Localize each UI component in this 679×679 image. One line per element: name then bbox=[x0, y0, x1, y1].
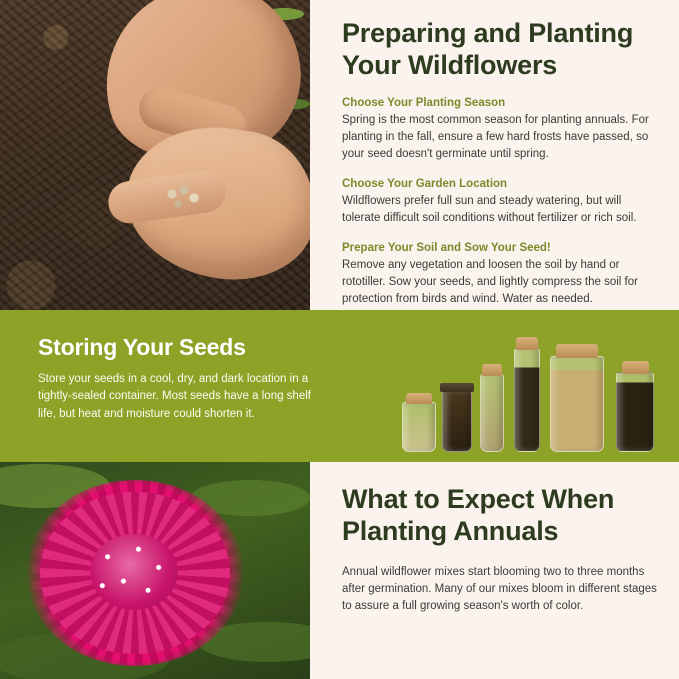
section1-subtitle-2: Choose Your Garden Location bbox=[342, 177, 508, 190]
section1-title: Preparing and Planting Your Wildflowers bbox=[342, 18, 634, 80]
planting-seeds-photo bbox=[0, 0, 310, 310]
flower-stamens bbox=[90, 534, 178, 610]
section2-text-panel bbox=[0, 310, 340, 462]
seed-tube-3 bbox=[480, 374, 504, 452]
seed-jars-photo bbox=[340, 310, 679, 462]
jar-cork-5 bbox=[556, 344, 598, 358]
jar-cork-1 bbox=[406, 393, 432, 404]
section1-body-1: Spring is the most common season for planting annuals. For planting in the fall, ensure a few hard frosts have passed, so your seed doesn't germinate until spring. bbox=[342, 113, 649, 160]
section1-body-3: Remove any vegetation and loosen the soil by hand or rototiller. Sow your seeds, and lightly compress the soil for protection from birds and wind. Water as needed. bbox=[342, 258, 638, 305]
flower-bloom bbox=[26, 480, 244, 666]
section3-text-panel bbox=[310, 462, 679, 679]
section2-title: Storing Your Seeds bbox=[38, 334, 246, 360]
seed-tube-4 bbox=[514, 348, 540, 452]
section-what-to-expect bbox=[0, 462, 679, 679]
jar-cork-4 bbox=[516, 337, 538, 350]
jar-cork-3 bbox=[482, 364, 502, 376]
section3-body: Annual wildflower mixes start blooming two to three months after germination. Many of our mixes bloom in different stages to assure a full growing season's worth of color. bbox=[342, 565, 657, 613]
section3-title: What to Expect When Planting Annuals bbox=[342, 484, 615, 546]
section1-subtitle-1: Choose Your Planting Season bbox=[342, 96, 506, 109]
section-storing-your-seeds bbox=[0, 310, 679, 462]
seeds-in-hand bbox=[166, 186, 208, 212]
section2-body: Store your seeds in a cool, dry, and dark location in a tightly-sealed container. Most seeds have a long shelf life, but heat and moisture could shorten it. bbox=[38, 373, 311, 420]
seed-jar-6 bbox=[616, 372, 654, 452]
seed-jar-2 bbox=[442, 390, 472, 452]
jar-cork-6 bbox=[622, 361, 649, 374]
seed-jar-1 bbox=[402, 402, 436, 452]
cornflower-photo bbox=[0, 462, 310, 679]
section1-body-2: Wildflowers prefer full sun and steady watering, but will tolerate difficult soil conditions without fertilizer or rich soil. bbox=[342, 194, 637, 224]
section1-subtitle-3: Prepare Your Soil and Sow Your Seed! bbox=[342, 241, 551, 254]
section-preparing-and-planting bbox=[0, 0, 679, 310]
seed-jar-5 bbox=[550, 356, 604, 452]
section1-text-panel bbox=[310, 0, 679, 310]
jar-lid-2 bbox=[440, 383, 474, 392]
